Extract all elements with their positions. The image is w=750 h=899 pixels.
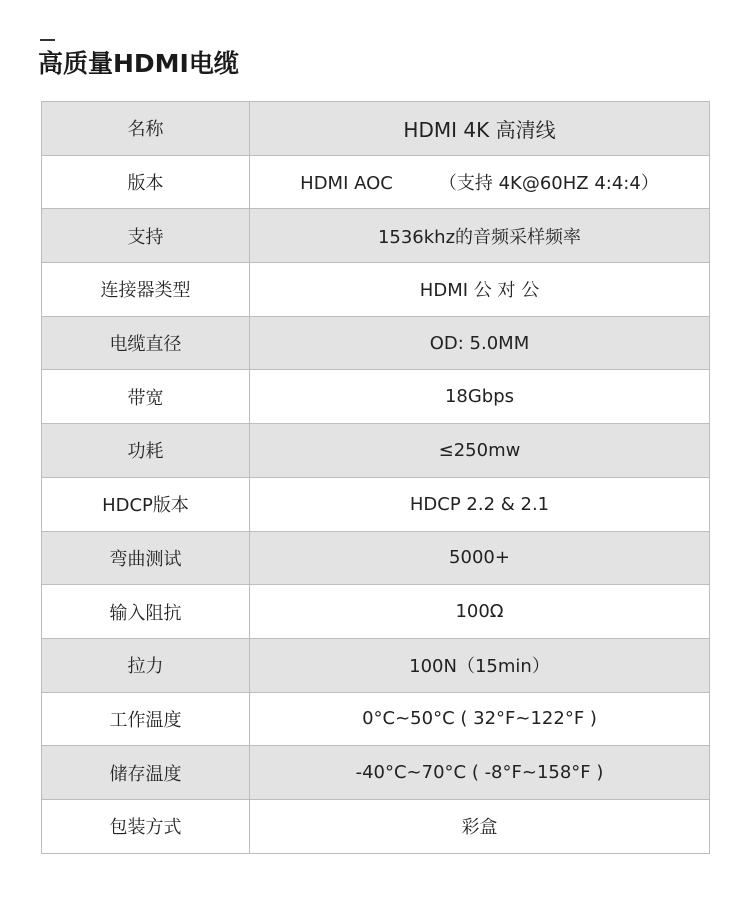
spec-row-version <box>42 155 710 209</box>
spec-label: 带宽 <box>42 370 250 424</box>
spec-row-power <box>42 424 710 478</box>
spec-label: 连接器类型 <box>42 263 250 317</box>
spec-value: HDMI 公 对 公 <box>250 263 710 317</box>
spec-label: 名称 <box>42 102 250 156</box>
spec-label: HDCP版本 <box>42 477 250 531</box>
spec-row-impedance <box>42 585 710 639</box>
spec-row-storage-temp <box>42 746 710 800</box>
spec-label: 弯曲测试 <box>42 531 250 585</box>
title-accent-dash <box>40 39 55 41</box>
spec-row-name <box>42 102 710 156</box>
spec-value: -40°C~70°C ( -8°F~158°F ) <box>250 746 710 800</box>
spec-row-operating-temp <box>42 692 710 746</box>
spec-value: 5000+ <box>250 531 710 585</box>
spec-table <box>41 101 710 854</box>
spec-row-packaging <box>42 799 710 853</box>
spec-label: 支持 <box>42 209 250 263</box>
spec-value-extra: （支持 4K@60HZ 4:4:4） <box>438 173 659 195</box>
spec-value: 100Ω <box>250 585 710 639</box>
spec-row-support <box>42 209 710 263</box>
spec-label: 功耗 <box>42 424 250 478</box>
spec-row-hdcp <box>42 477 710 531</box>
spec-row-bend-test <box>42 531 710 585</box>
spec-label: 拉力 <box>42 638 250 692</box>
spec-label: 工作温度 <box>42 692 250 746</box>
spec-value: HDMI 4K 高清线 <box>250 102 710 156</box>
spec-label: 输入阻抗 <box>42 585 250 639</box>
spec-value-main: HDMI AOC <box>300 173 393 195</box>
spec-value: 彩盒 <box>250 799 710 853</box>
spec-label: 电缆直径 <box>42 316 250 370</box>
spec-value: 0°C~50°C ( 32°F~122°F ) <box>250 692 710 746</box>
spec-value: 100N（15min） <box>250 638 710 692</box>
spec-row-connector <box>42 263 710 317</box>
spec-value <box>250 155 710 209</box>
spec-label: 储存温度 <box>42 746 250 800</box>
spec-value: ≤250mw <box>250 424 710 478</box>
spec-label: 版本 <box>42 155 250 209</box>
spec-value: 18Gbps <box>250 370 710 424</box>
spec-row-bandwidth <box>42 370 710 424</box>
spec-value: HDCP 2.2 & 2.1 <box>250 477 710 531</box>
spec-label: 包装方式 <box>42 799 250 853</box>
page-title: 高质量HDMI电缆 <box>38 49 239 78</box>
spec-row-tension <box>42 638 710 692</box>
spec-value: 1536khz的音频采样频率 <box>250 209 710 263</box>
spec-value: OD: 5.0MM <box>250 316 710 370</box>
spec-row-diameter <box>42 316 710 370</box>
